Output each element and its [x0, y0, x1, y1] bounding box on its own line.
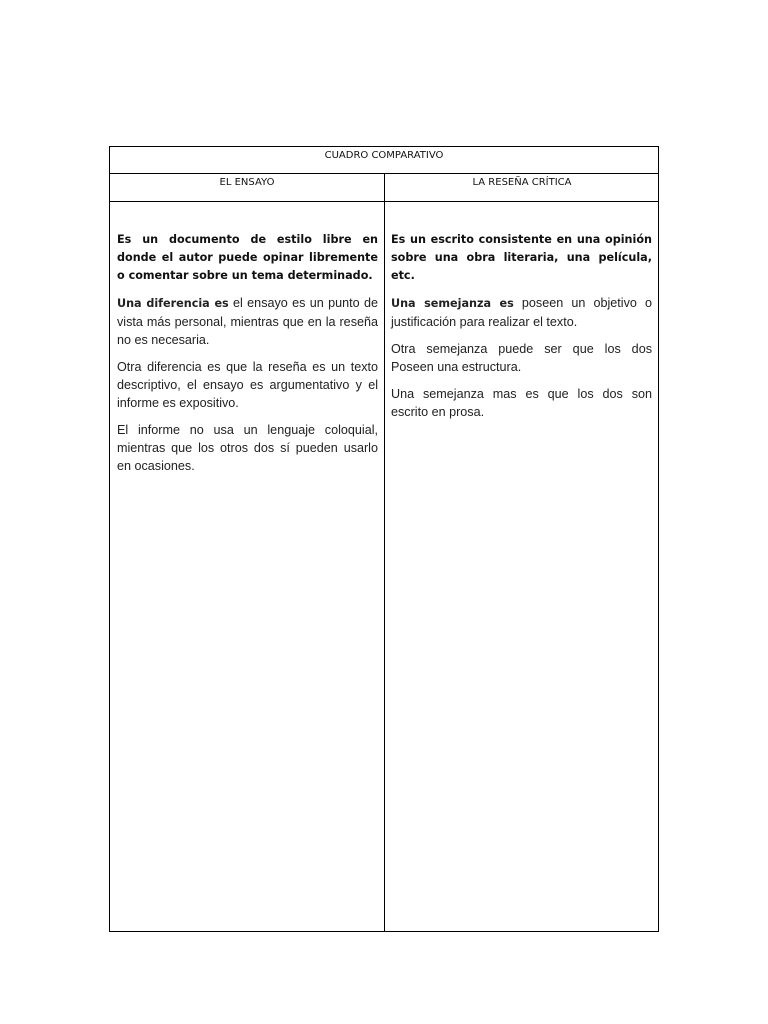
resena-similarity-1 — [391, 294, 652, 331]
resena-definition: Es un escrito consistente en una opinión sobre una obra literaria, una película, etc. — [391, 233, 652, 282]
resena-similarity-1-lead: Una semejanza es — [391, 297, 514, 310]
ensayo-definition: Es un documento de estilo libre en donde el autor puede opinar libremente o comentar sobre un tema determinado. — [117, 233, 378, 282]
ensayo-cell — [117, 231, 378, 484]
ensayo-difference-1-text: el ensayo es un punto de vista más personal, mientras que en la reseña no es necesaria. — [117, 296, 378, 347]
column-header-resena: LA RESEÑA CRÍTICA — [472, 177, 572, 188]
ensayo-difference-2: Otra diferencia es que la reseña es un texto descriptivo, el ensayo es argumentativo y el informe es expositivo. — [117, 360, 378, 410]
comparison-table — [109, 146, 659, 932]
table-title: CUADRO COMPARATIVO — [110, 147, 658, 174]
ensayo-difference-1-lead: Una diferencia es — [117, 297, 229, 310]
resena-cell — [391, 231, 652, 430]
resena-similarity-2: Otra semejanza puede ser que los dos Poseen una estructura. — [391, 342, 652, 374]
resena-similarity-3: Una semejanza mas es que los dos son escrito en prosa. — [391, 387, 652, 419]
resena-similarity-1-text: poseen un objetivo o justificación para realizar el texto. — [391, 296, 652, 329]
column-divider — [384, 174, 385, 932]
column-header-ensayo: EL ENSAYO — [219, 177, 275, 188]
ensayo-difference-3: El informe no usa un lenguaje coloquial, mientras que los otros dos sí pueden usarlo en ocasiones. — [117, 423, 378, 473]
ensayo-difference-1 — [117, 294, 378, 349]
